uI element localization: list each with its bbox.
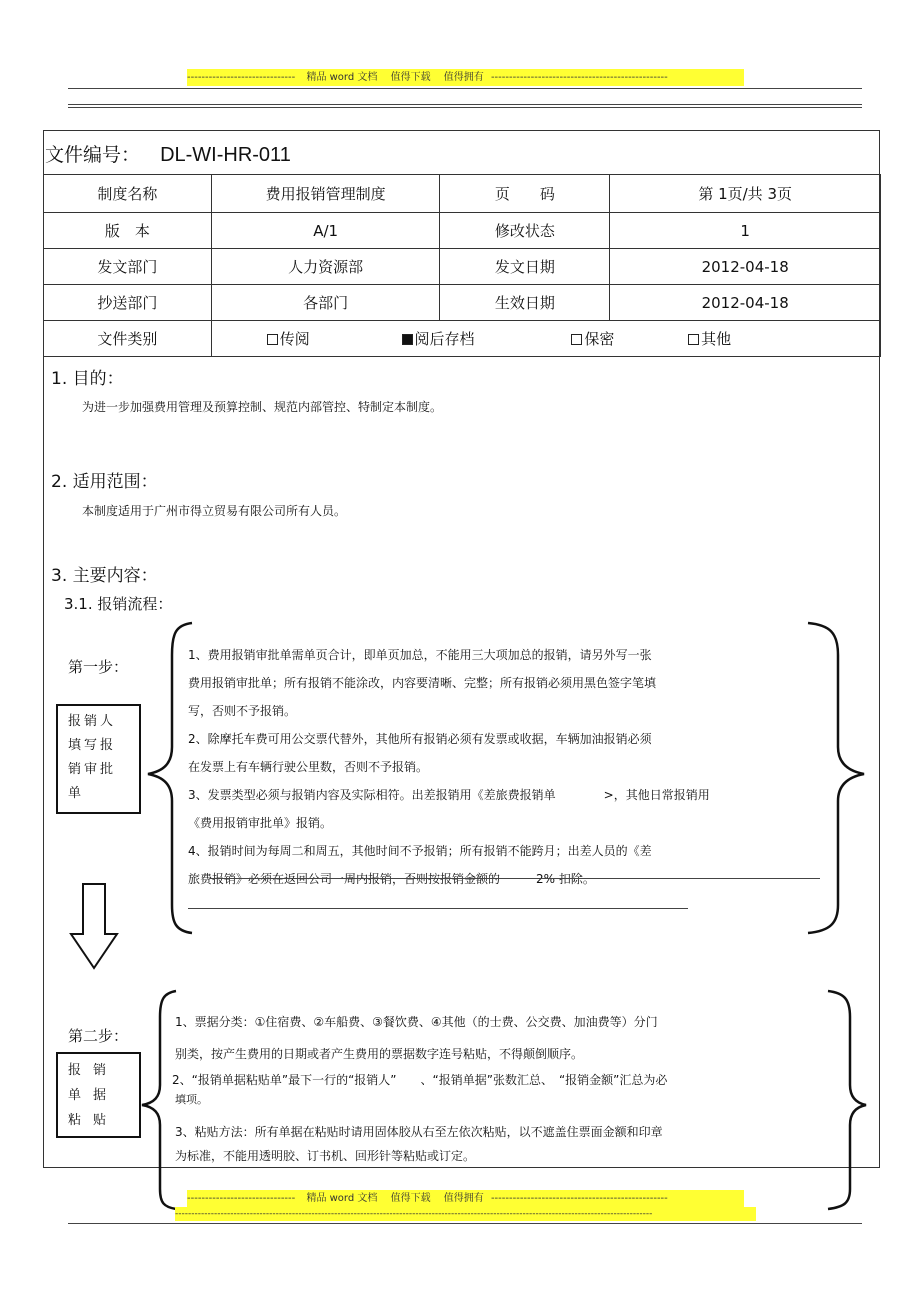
checkbox-icon [571,334,582,345]
step1-line: 1、费用报销审批单需单页合计，即单页加总，不能用三大项加总的报销，请另外写一张 [188,648,652,662]
category-option[interactable] [402,328,567,349]
top-rule [68,88,862,89]
category-label: 文件类别 [44,321,212,357]
cc-label: 抄送部门 [44,285,212,321]
double-rule-1 [68,104,862,105]
banner-dashes-right: ------------------------------------------------- [490,1193,668,1204]
cc-value: 各部门 [211,285,440,321]
category-option-label: 阅后存档 [414,330,475,348]
purpose-title: 1. 目的： [51,369,124,389]
bottom-banner-dash-strip [175,1207,756,1221]
step2-line: 3、粘贴方法：所有单据在粘贴时请用固体胶从右至左依次粘贴，以不遮盖住票面金额和印章 [175,1125,663,1139]
step1-label: 第一步： [68,658,129,676]
bottom-banner [187,1190,744,1207]
doc-number [45,140,291,167]
step1-box: 报销人填写报销审批单 [56,704,141,814]
strike-line-1 [210,878,820,879]
step1-line: 4、报销时间为每周二和周五，其他时间不予报销；所有报销不能跨月；出差人员的《差 [188,844,652,858]
bottom-rule [68,1223,862,1224]
step1-line: 3、发票类型必须与报销内容及实际相符。出差报销用《差旅费报销单 >，其他日常报销用 [188,788,710,802]
banner-text-1: 精品 word 文档 [306,1193,378,1204]
step1-line: 《费用报销审批单》报销。 [188,816,333,830]
step1-line: 写，否则不予报销。 [188,704,297,718]
category-options [211,321,880,357]
step2-line: 填项。 [175,1093,208,1106]
category-option[interactable] [267,328,397,349]
banner-dashes-left: ------------------------------ [187,1193,296,1204]
meta-table [43,174,881,357]
banner-text-3: 值得拥有 [443,72,484,83]
top-banner [187,69,744,86]
category-option-label: 保密 [584,330,615,348]
dept-label: 发文部门 [44,249,212,285]
step2-line: 2、“报销单据粘贴单”最下一行的“报销人” 、“报销单据”张数汇总、 “报销金额”汇总为必 [172,1073,668,1087]
issue-date-value: 2012-04-18 [610,249,881,285]
step2-line: 为标准，不能用透明胶、订书机、回形针等粘贴或订定。 [175,1149,476,1163]
banner-text-2: 值得下载 [390,1193,431,1204]
doc-number-value: DL-WI-HR-011 [160,144,291,166]
step2-label: 第二步： [68,1027,129,1045]
step2-lines [172,1015,668,1163]
checkbox-icon [688,334,699,345]
step2-box: 报销单据粘贴 [56,1052,141,1138]
banner-dashes: ------------------------------------------------- [493,1209,653,1219]
purpose-text: 为进一步加强费用管理及预算控制、规范内部管控、特制定本制度。 [82,400,443,414]
step1-line: 在发票上有车辆行驶公里数，否则不予报销。 [188,760,429,774]
version-value: A/1 [211,213,440,249]
left-brace-icon [148,623,192,933]
category-option[interactable] [688,328,731,349]
banner-text-1: 精品 word 文档 [306,72,378,83]
scope-text: 本制度适用于广州市得立贸易有限公司所有人员。 [82,504,347,518]
revision-label: 修改状态 [440,213,610,249]
banner-text-3: 值得拥有 [443,1193,484,1204]
issue-date-label: 发文日期 [440,249,610,285]
left-brace-icon [142,991,176,1209]
double-rule-2 [68,107,862,108]
step1-line: 旅费报销》必须在返回公司一周内报销，否则按报销金额的 2% 扣除。 [188,872,595,886]
process-title: 3.1. 报销流程： [64,595,173,613]
banner-dashes-left: ------------------------------ [187,72,296,83]
right-brace-icon [828,991,866,1209]
doc-number-label: 文件编号： [45,144,141,166]
dept-value: 人力资源部 [211,249,440,285]
step2-line: 1、票据分类：①住宿费、②车船费、③餐饮费、④其他（的士费、公交费、加油费等）分门 [175,1015,658,1029]
banner-dashes: ------------------------------------------------- [175,1209,335,1219]
strike-line-2 [188,908,688,909]
down-arrow-icon [68,882,120,972]
name-label: 制度名称 [44,175,212,213]
content-title: 3. 主要内容： [51,566,158,586]
checkbox-checked-icon [402,334,413,345]
banner-text-2: 值得下载 [390,72,431,83]
banner-dashes: ------------------------------------------------- [334,1209,494,1219]
effective-value: 2012-04-18 [610,285,881,321]
category-option[interactable] [571,328,683,349]
category-option-label: 其他 [701,330,732,348]
checkbox-icon [267,334,278,345]
page-value: 第 1页/共 3页 [610,175,881,213]
category-option-label: 传阅 [279,330,310,348]
step1-lines [188,648,710,886]
revision-value: 1 [610,213,881,249]
banner-dashes-right: ------------------------------------------------- [490,72,668,83]
page-label: 页 码 [440,175,610,213]
step1-line: 2、除摩托车费可用公交票代替外，其他所有报销必须有发票或收据，车辆加油报销必须 [188,732,652,746]
step2-line: 别类，按产生费用的日期或者产生费用的票据数字连号粘贴，不得颠倒顺序。 [175,1047,584,1061]
step1-line: 费用报销审批单；所有报销不能涂改，内容要清晰、完整；所有报销必须用黑色签字笔填 [188,676,657,690]
scope-title: 2. 适用范围： [51,472,158,492]
version-label: 版 本 [44,213,212,249]
right-brace-icon [808,623,864,933]
effective-label: 生效日期 [440,285,610,321]
name-value: 费用报销管理制度 [211,175,440,213]
